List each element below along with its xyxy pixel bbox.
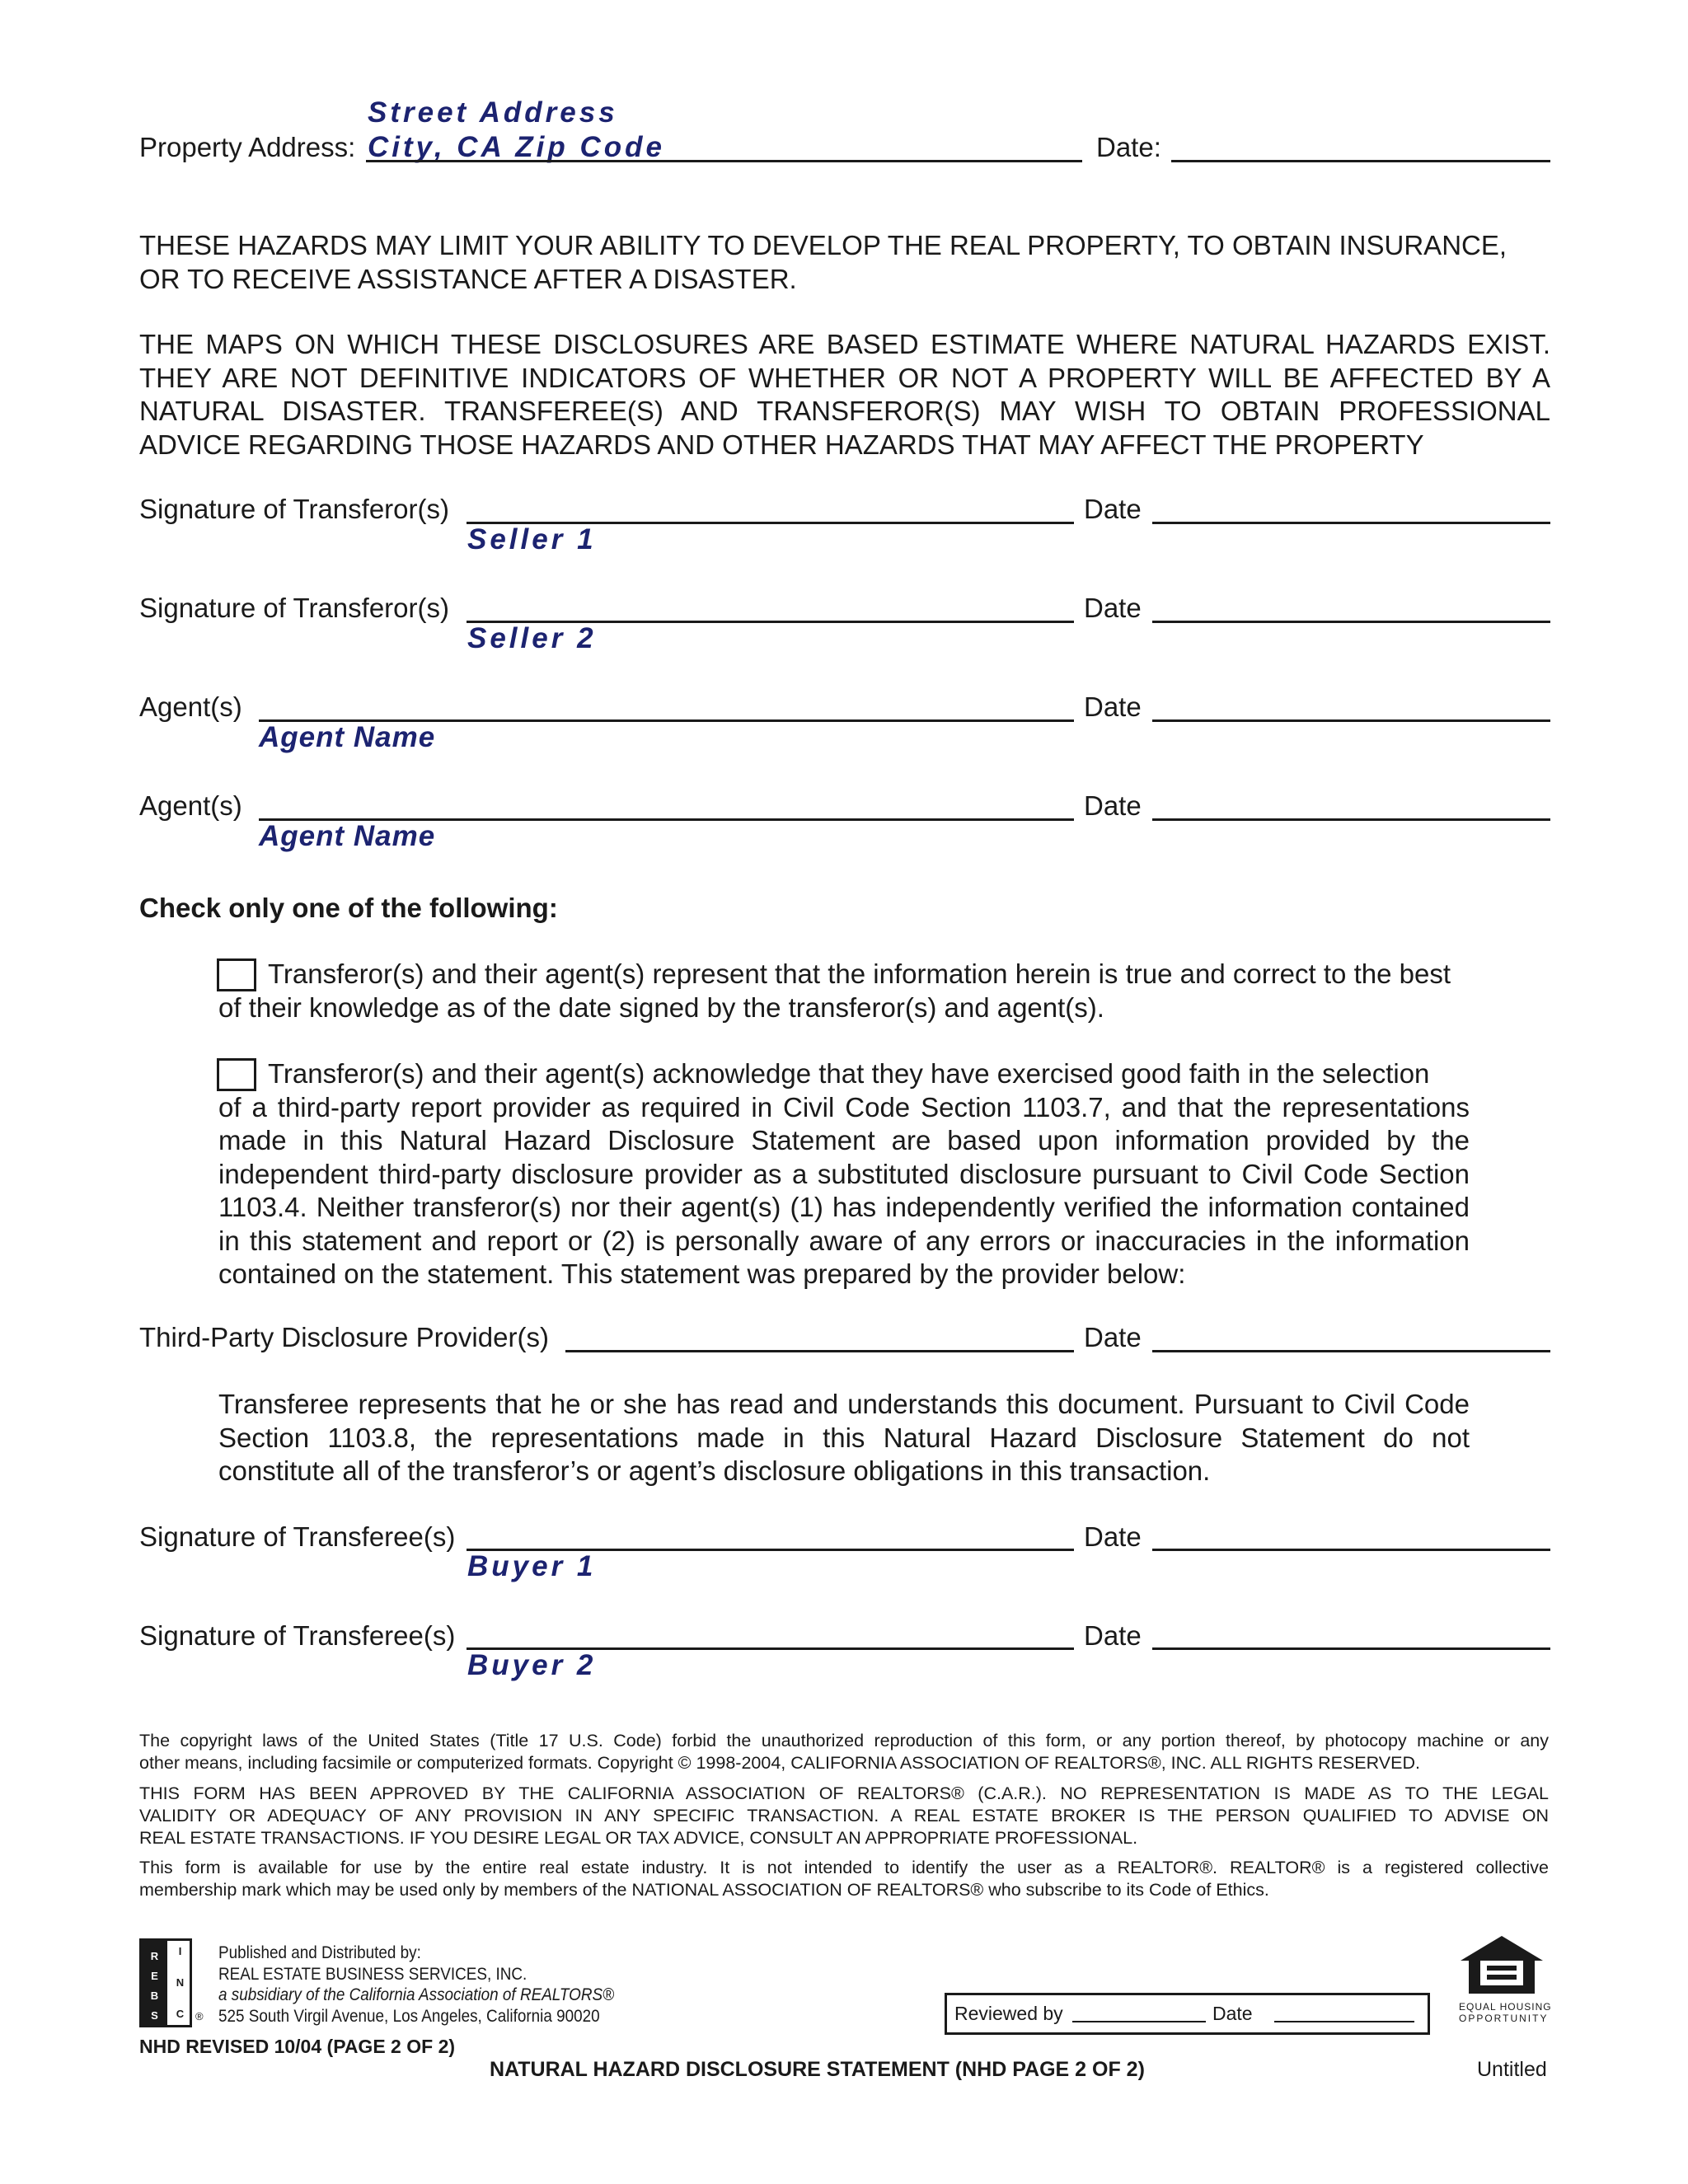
availability-line: This form is available for use by the entire real estate industry. It is not intended to identify the user as a REALTOR®. REALTOR® is a registered collective [139, 1858, 1549, 1877]
transferee-date-line[interactable] [1152, 1549, 1550, 1551]
option-1-text [218, 958, 1470, 1024]
reviewed-by-label: Reviewed by [954, 2003, 1063, 2024]
header-date-label: Date: [1096, 132, 1161, 162]
rebs-logo-letter: I [178, 1945, 182, 1957]
hazard-warning-line: OR TO RECEIVE ASSISTANCE AFTER A DISASTER. [139, 263, 797, 294]
file-name: Untitled [1477, 2058, 1547, 2081]
seller-2-name: Seller 2 [467, 622, 597, 654]
transferee-statement-line: Section 1103.8, the representations made in this Natural Hazard Disclosure Statement do not [218, 1422, 1470, 1453]
rebs-logo-letter: B [150, 1990, 159, 2002]
option-2-line: Transferor(s) and their agent(s) acknowledge that they have exercised good faith in the selection [268, 1058, 1430, 1089]
transferee-statement-line: Transferee represents that he or she has read and understands this document. Pursuant to Civil Code [218, 1389, 1470, 1419]
review-date-label: Date [1212, 2003, 1253, 2024]
publisher-info [218, 1943, 614, 2027]
published-by-text: Published and Distributed by: [218, 1943, 421, 1962]
rebs-logo-letter: E [151, 1970, 158, 1982]
transferor-date-label: Date [1084, 593, 1142, 623]
equal-housing-icon [1459, 1933, 1545, 1999]
rebs-logo-letter: N [176, 1976, 185, 1989]
option-1-line: Transferor(s) and their agent(s) represent that the information herein is true and correct to the best [268, 958, 1451, 989]
reviewed-by-line[interactable] [1072, 2021, 1206, 2022]
transferee-date-label: Date [1084, 1620, 1142, 1651]
option-2-line: in this statement and report or (2) is personally aware of any errors or inaccuracies in the information [218, 1225, 1470, 1256]
provider-date-line[interactable] [1152, 1350, 1550, 1352]
transferor-signature-label: Signature of Transferor(s) [139, 593, 449, 623]
header-date-line[interactable] [1171, 160, 1550, 162]
option-2-line: contained on the statement. This statement was prepared by the provider below: [218, 1258, 1186, 1289]
rebs-logo [139, 1938, 192, 2027]
transferor-date-label: Date [1084, 494, 1142, 524]
agent-1-name: Agent Name [259, 721, 436, 753]
transferor-date-line[interactable] [1152, 621, 1550, 623]
transferee-signature-label: Signature of Transferee(s) [139, 1521, 456, 1552]
review-box [945, 1993, 1430, 2035]
form-id: NHD REVISED 10/04 (PAGE 2 OF 2) [139, 2036, 456, 2057]
option-2-line: 1103.4. Neither transferor(s) nor their agent(s) (1) has independently verified the information contained [218, 1192, 1470, 1222]
agent-2-name: Agent Name [259, 820, 436, 852]
option-2-line: made in this Natural Hazard Disclosure Statement are based upon information provided by the [218, 1125, 1470, 1155]
publisher-company: REAL ESTATE BUSINESS SERVICES, INC. [218, 1964, 528, 1984]
approval-line: VALIDITY OR ADEQUACY OF ANY PROVISION IN ANY SPECIFIC TRANSACTION. A REAL ESTATE BROKER IS THE PERSON QUALIFIED TO ADVISE ON [139, 1806, 1549, 1825]
option-1-line: of their knowledge as of the date signed by the transferor(s) and agent(s). [218, 991, 1104, 1023]
review-date-line[interactable] [1274, 2021, 1414, 2022]
check-section-heading: Check only one of the following: [139, 893, 558, 923]
transferor-signature-label: Signature of Transferor(s) [139, 494, 449, 524]
approval-line: REAL ESTATE TRANSACTIONS. IF YOU DESIRE LEGAL OR TAX ADVICE, CONSULT AN APPROPRIATE PROFESSIONAL. [139, 1828, 1138, 1848]
hazard-warning-paragraph [139, 229, 1550, 296]
agent-date-line[interactable] [1152, 818, 1550, 821]
equal-housing-text-2: OPPORTUNITY [1459, 2013, 1549, 2024]
property-address-label: Property Address: [139, 132, 356, 162]
provider-date-label: Date [1084, 1322, 1142, 1352]
maps-disclaimer-line: THEY ARE NOT DEFINITIVE INDICATORS OF WHETHER OR NOT A PROPERTY WILL BE AFFECTED BY A [139, 362, 1550, 393]
agent-signature-label: Agent(s) [139, 790, 242, 821]
transferor-date-line[interactable] [1152, 522, 1550, 524]
transferee-date-line[interactable] [1152, 1647, 1550, 1650]
transferee-statement-line: constitute all of the transferor’s or agent’s disclosure obligations in this transaction. [218, 1455, 1211, 1486]
approval-notice [139, 1783, 1549, 1849]
rebs-logo-letter: R [150, 1950, 159, 1962]
form-title: NATURAL HAZARD DISCLOSURE STATEMENT (NHD PAGE 2 OF 2) [490, 2058, 1145, 2081]
copyright-line: The copyright laws of the United States (Title 17 U.S. Code) forbid the unauthorized reproduction of this form, or any portion thereof, by photocopy machine or any [139, 1731, 1549, 1750]
approval-line: THIS FORM HAS BEEN APPROVED BY THE CALIFORNIA ASSOCIATION OF REALTORS® (C.A.R.). NO REPRESENTATION IS MADE AS TO THE LEGAL [139, 1783, 1549, 1803]
provider-signature-line[interactable] [565, 1350, 1074, 1352]
publisher-address: 525 South Virgil Avenue, Los Angeles, California 90020 [218, 2006, 600, 2026]
transferee-date-label: Date [1084, 1521, 1142, 1552]
option-2-line: independent third-party disclosure provider as a substituted disclosure pursuant to Civil Code Section [218, 1158, 1470, 1189]
provider-label: Third-Party Disclosure Provider(s) [139, 1322, 549, 1352]
transferee-signature-label: Signature of Transferee(s) [139, 1620, 456, 1651]
publisher-subsidiary: a subsidiary of the California Association of REALTORS® [218, 1985, 614, 2004]
buyer-1-name: Buyer 1 [467, 1550, 597, 1582]
city-state-zip[interactable]: City, CA Zip Code [368, 131, 665, 163]
option-2-text [218, 1057, 1470, 1291]
agent-date-label: Date [1084, 790, 1142, 821]
copyright-notice [139, 1730, 1549, 1774]
buyer-2-name: Buyer 2 [467, 1649, 597, 1681]
rebs-logo-letter: C [176, 2008, 185, 2020]
maps-disclaimer-line: ADVICE REGARDING THOSE HAZARDS AND OTHER HAZARDS THAT MAY AFFECT THE PROPERTY [139, 429, 1424, 460]
transferee-statement [218, 1388, 1470, 1488]
agent-date-line[interactable] [1152, 719, 1550, 722]
maps-disclaimer-paragraph [139, 328, 1550, 462]
equal-housing-logo [1459, 1933, 1552, 2027]
hazard-warning-line: THESE HAZARDS MAY LIMIT YOUR ABILITY TO DEVELOP THE REAL PROPERTY, TO OBTAIN INSURANCE, [139, 230, 1507, 260]
copyright-line: other means, including facsimile or computerized formats. Copyright © 1998-2004, CALIFORNIA ASSOCIATION OF REALTORS®, INC. ALL RIGHTS RESERVED. [139, 1753, 1420, 1773]
property-address-line[interactable] [366, 160, 1082, 162]
equal-housing-text-1: EQUAL HOUSING [1459, 2001, 1552, 2013]
street-address[interactable]: Street Address [368, 96, 618, 129]
option-2-line: of a third-party report provider as required in Civil Code Section 1103.7, and that the representations [218, 1091, 1470, 1122]
agent-signature-label: Agent(s) [139, 691, 242, 722]
availability-line: membership mark which may be used only by members of the NATIONAL ASSOCIATION OF REALTORS® who subscribe to its Code of Ethics. [139, 1880, 1269, 1900]
seller-1-name: Seller 1 [467, 523, 597, 555]
agent-date-label: Date [1084, 691, 1142, 722]
rebs-registered-mark: ® [195, 2010, 204, 2022]
rebs-logo-letter: S [151, 2009, 158, 2022]
availability-notice [139, 1857, 1549, 1901]
maps-disclaimer-line: NATURAL DISASTER. TRANSFEREE(S) AND TRANSFEROR(S) MAY WISH TO OBTAIN PROFESSIONAL [139, 396, 1550, 426]
maps-disclaimer-line: THE MAPS ON WHICH THESE DISCLOSURES ARE BASED ESTIMATE WHERE NATURAL HAZARDS EXIST. [139, 329, 1550, 359]
